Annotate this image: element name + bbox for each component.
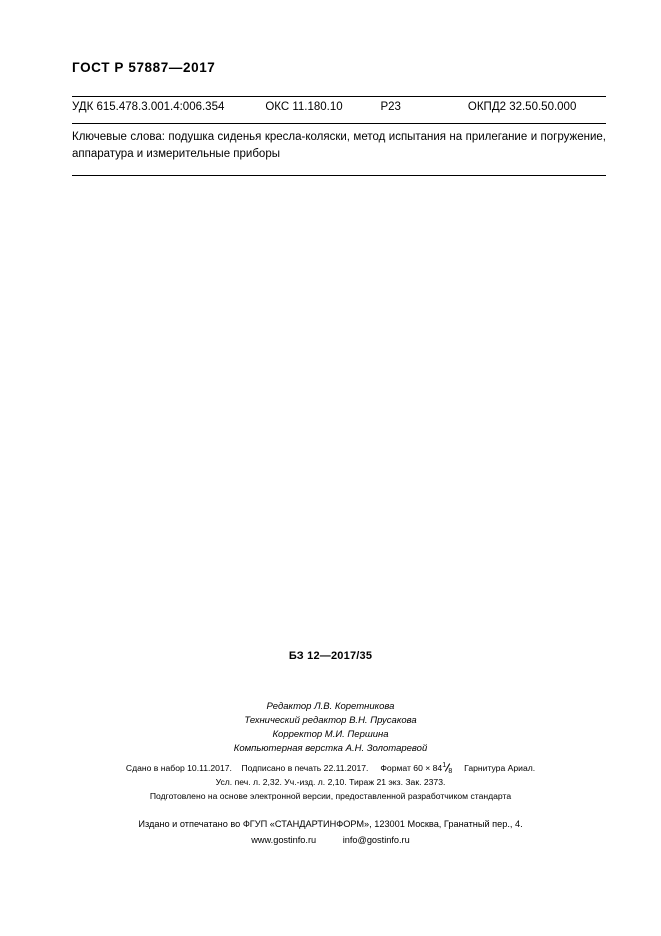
- format-fraction: [442, 763, 452, 774]
- print-format: Формат 60 × 84: [380, 763, 443, 773]
- keywords-block: [72, 129, 606, 164]
- print-submitted-date: Сдано в набор 10.11.2017.: [125, 763, 232, 773]
- okpd-code: ОКПД2 32.50.50.000: [467, 101, 577, 113]
- credit-editor: Редактор Л.В. Коретникова: [266, 701, 395, 712]
- publisher-contacts: [0, 833, 661, 848]
- credit-layout: Компьютерная верстка А.Н. Золотаревой: [233, 743, 428, 755]
- divider-bottom: [72, 175, 606, 176]
- credits-block: [0, 700, 661, 756]
- fraction-numerator: 1: [442, 762, 447, 770]
- keywords-text: подушка сиденья кресла-коляски, метод испытания на прилегание и погружение, аппаратура и измерительные приборы: [72, 131, 606, 161]
- fraction-denominator: 8: [448, 768, 453, 776]
- keywords-label: Ключевые слова:: [72, 131, 165, 143]
- print-info-line-2: Усл. печ. л. 2,32. Уч.-изд. л. 2,10. Тираж 21 экз. Зак. 2373.: [215, 776, 446, 787]
- credit-corrector: Корректор М.И. Першина: [272, 729, 389, 741]
- classification-codes-row: [72, 101, 606, 113]
- group-code: Р23: [380, 101, 401, 113]
- udk-code: УДК 615.478.3.001.4:006.354: [72, 101, 225, 113]
- print-info-line-3: Подготовлено на основе электронной версии, предоставленной разработчиком стандарта: [149, 790, 512, 801]
- publisher-website[interactable]: www.gostinfo.ru: [251, 834, 317, 845]
- credit-technical-editor: Технический редактор В.Н. Прусакова: [244, 715, 417, 727]
- publisher-block: [0, 817, 661, 847]
- print-signed-date: Подписано в печать 22.11.2017.: [241, 763, 369, 773]
- publisher-address: Издано и отпечатано во ФГУП «СТАНДАРТИНФОРМ», 123001 Москва, Гранатный пер., 4.: [138, 819, 523, 829]
- standard-number: ГОСТ Р 57887—2017: [72, 60, 216, 75]
- print-info-block: [0, 762, 661, 803]
- divider-top: [72, 96, 606, 97]
- publisher-email[interactable]: info@gostinfo.ru: [342, 834, 410, 845]
- oks-code: ОКС 11.180.10: [265, 101, 343, 113]
- print-info-line-1: [0, 762, 661, 776]
- bz-code: БЗ 12—2017/35: [288, 650, 373, 662]
- divider-middle: [72, 123, 606, 124]
- print-typeface: Гарнитура Ариал.: [464, 763, 536, 773]
